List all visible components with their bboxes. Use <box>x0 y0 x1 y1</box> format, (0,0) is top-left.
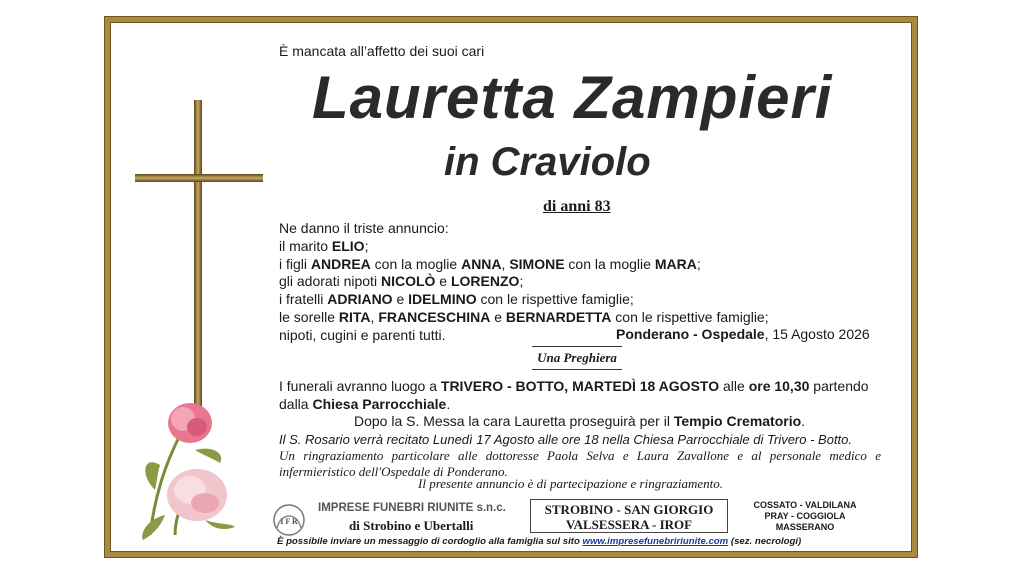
funeral-home-logo <box>271 502 307 538</box>
funeral-line: I funerali avranno luogo a TRIVERO - BOTTO, MARTEDÌ 18 AGOSTO alle ore 10,30 partendo <box>279 378 869 394</box>
flowers-icon <box>135 395 245 545</box>
participation-note: Il presente annuncio è di partecipazione e ringraziamento. <box>418 476 723 491</box>
funeral-line: dalla Chiesa Parrocchiale. <box>279 395 451 412</box>
age-text: di anni 83 <box>543 198 611 215</box>
place-date: Ponderano - Ospedale, 15 Agosto 2026 <box>616 326 870 342</box>
funeral-line: Dopo la S. Messa la cara Lauretta proseguirà per il Tempio Crematorio. <box>354 413 806 429</box>
locations-box <box>530 499 728 533</box>
deceased-name: Lauretta Zampieri <box>312 64 833 131</box>
family-line: il marito ELIO; <box>279 237 369 254</box>
footer-note: È possibile inviare un messaggio di cordoglio alla famiglia sul sito www.impresefunebririunite.com (sez. necrologi) <box>277 536 802 547</box>
town-line: COSSATO - VALDILANA <box>753 500 857 510</box>
rosary-line: Il S. Rosario verrà recitato Lunedì 17 Agosto alle ore 18 nella Chiesa Parrocchiale di Trivero - Botto. <box>279 431 853 447</box>
family-line: le sorelle RITA, FRANCESCHINA e BERNARDETTA con le rispettive famiglie; <box>279 308 769 325</box>
prayer-label: Una Preghiera <box>532 346 622 370</box>
intro-text: È mancata all’affetto dei suoi cari <box>279 43 485 59</box>
family-line: Ne danno il triste annuncio: <box>279 220 449 236</box>
thanks-staff: Un ringraziamento particolare alle dottoresse Paola Selva e Laura Zavallone e al personale medico e infermieristico dell'Ospedale di Ponderano. <box>279 448 881 479</box>
family-line: nipoti, cugini e parenti tutti. <box>279 326 446 343</box>
funeral-details <box>279 378 881 480</box>
locations-line: VALSESSERA - IROF <box>565 517 693 532</box>
town-line: PRAY - COGGIOLA <box>764 511 846 521</box>
family-line: i fratelli ADRIANO e IDELMINO con le rispettive famiglie; <box>279 291 634 308</box>
married-name: in Craviolo <box>444 140 651 184</box>
locations-line: STROBINO - SAN GIORGIO <box>544 502 714 517</box>
company-name: IMPRESE FUNEBRI RIUNITE s.n.c. <box>318 502 506 514</box>
cross-icon <box>130 95 270 415</box>
company-owners: di Strobino e Ubertalli <box>349 518 474 533</box>
website-link[interactable]: www.impresefunebririunite.com <box>582 536 729 547</box>
family-line: i figli ANDREA con la moglie ANNA, SIMONE con la moglie MARA; <box>279 255 701 272</box>
family-line: gli adorati nipoti NICOLÒ e LORENZO; <box>279 273 524 290</box>
svg-text:I F R: I F R <box>280 517 298 526</box>
town-line: MASSERANO <box>775 522 835 532</box>
towns-list <box>746 500 864 533</box>
